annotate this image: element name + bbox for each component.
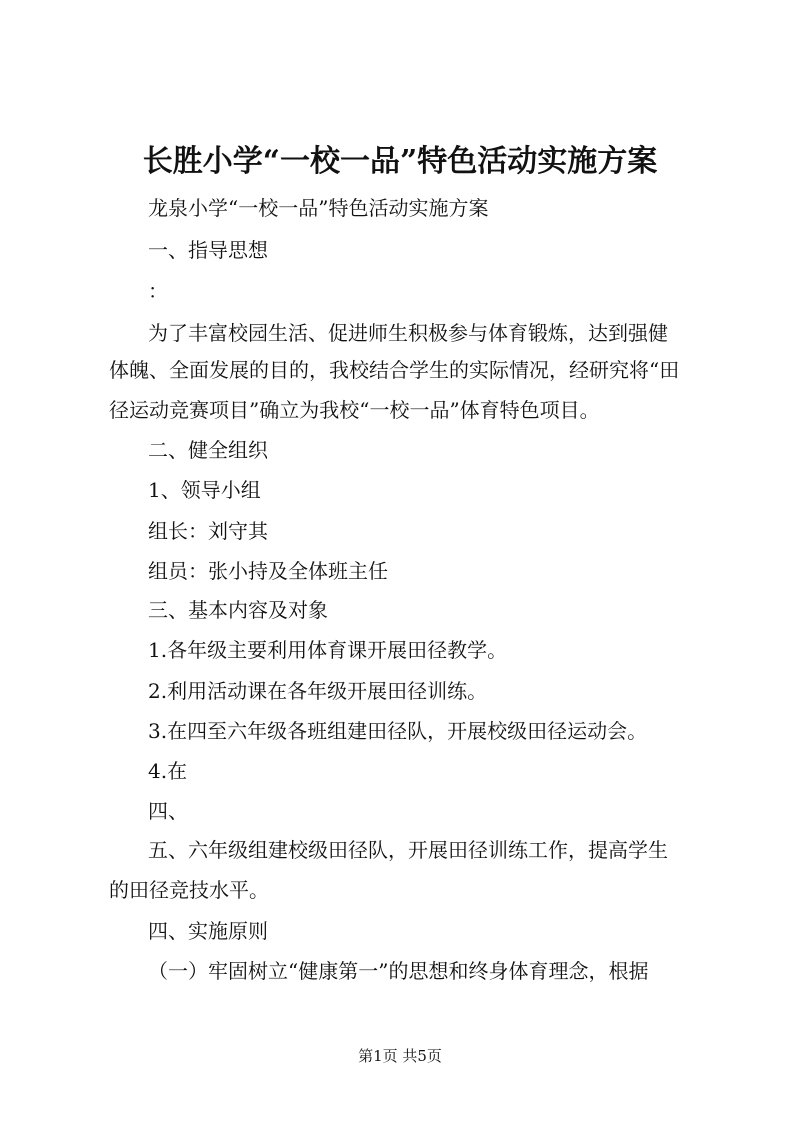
document-title: 长胜小学“一校一品”特色活动实施方案 [142, 144, 658, 179]
paragraph-line: 五、六年级组建校级田径队，开展田径训练工作，提高学生 [148, 838, 668, 862]
section-heading: 四、实施原则 [148, 919, 268, 943]
text-line: 四、 [148, 799, 188, 823]
subsection-heading: 1、领导小组 [148, 478, 261, 502]
text-line: ： [148, 279, 168, 303]
list-item: 3.在四至六年级各班组建田径队，开展校级田径运动会。 [148, 719, 648, 743]
list-item: 2.利用活动课在各年级开展田径训练。 [148, 679, 488, 703]
paragraph-line: 的田径竞技水平。 [109, 878, 269, 902]
list-item: 4.在 [148, 759, 188, 783]
paragraph-line: 径运动竞赛项目”确立为我校“一校一品”体育特色项目。 [109, 398, 600, 422]
list-item: 1.各年级主要利用体育课开展田径教学。 [148, 638, 508, 662]
paragraph-line: （一）牢固树立“健康第一”的思想和终身体育理念，根据 [148, 959, 649, 983]
subtitle-line: 龙泉小学“一校一品”特色活动实施方案 [148, 196, 489, 220]
page-footer: 第1页 共5页 [358, 1047, 442, 1065]
text-line: 组长：刘守其 [148, 519, 268, 543]
paragraph-line: 为了丰富校园生活、促进师生积极参与体育锻炼，达到强健 [148, 321, 668, 345]
section-heading: 三、基本内容及对象 [148, 598, 328, 622]
section-heading: 一、指导思想 [148, 238, 268, 262]
paragraph-line: 体魄、全面发展的目的，我校结合学生的实际情况，经研究将“田 [109, 358, 680, 382]
section-heading: 二、健全组织 [148, 438, 268, 462]
text-line: 组员：张小持及全体班主任 [148, 559, 388, 583]
